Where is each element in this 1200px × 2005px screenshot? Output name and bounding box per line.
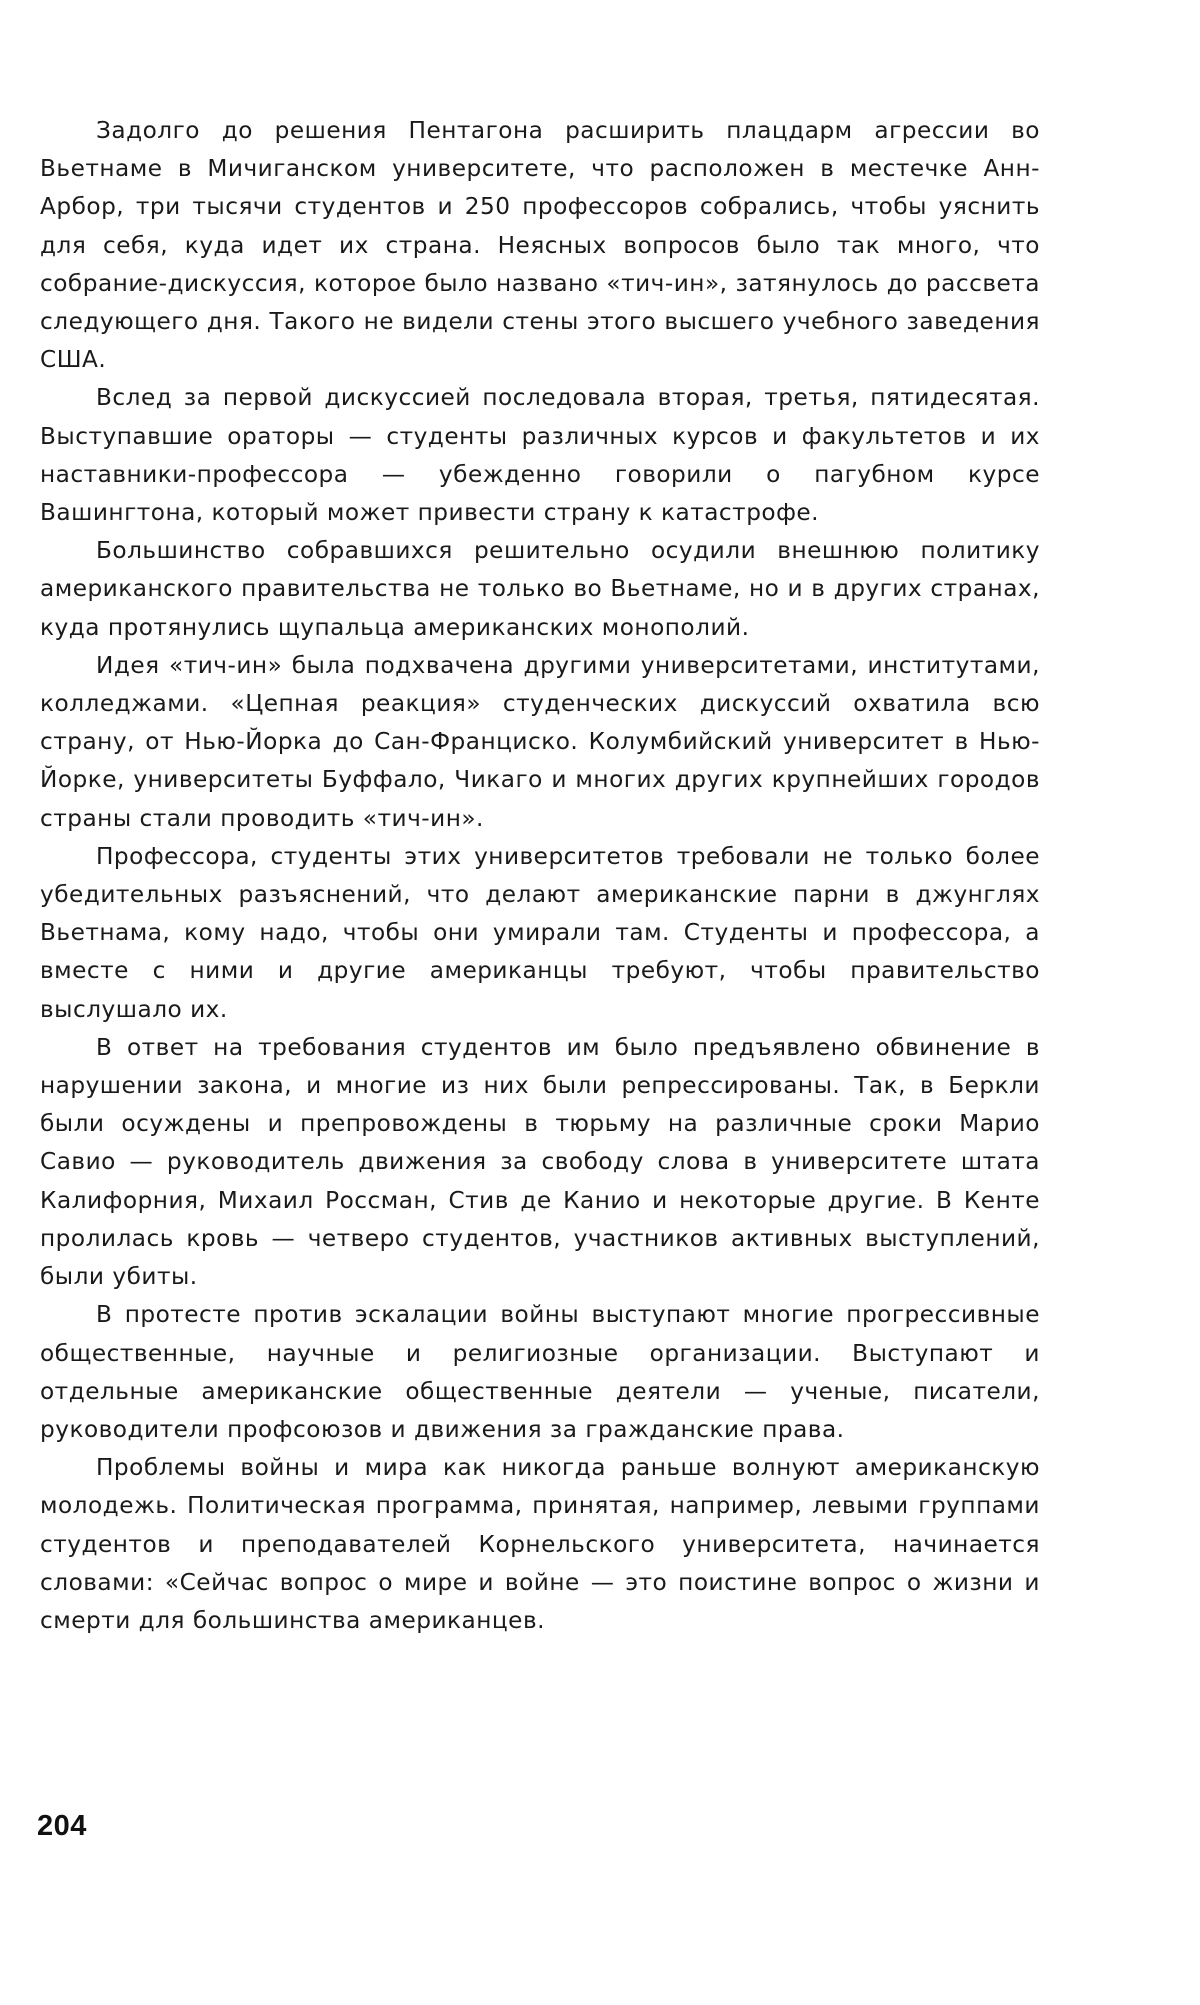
paragraph-3: Большинство собравшихся решительно осудили внешнюю политику американского правительства не только во Вьетнаме, но и в других странах, куда протянулись щупальца американских монополий.: [40, 537, 1040, 641]
paragraph-1: Задолго до решения Пентагона расширить плацдарм агрессии во Вьетнаме в Мичиганском университете, что расположен в местечке Анн-Арбор, три тысячи студентов и 250 профессоров собрались, чтобы уяснить для себя, куда идет их страна. Неясных вопросов было так много, что собрание-дискуссия, которое было названо «тич-ин», затянулось до рассвета следующего дня. Такого не видели стены этого высшего учебного заведения США.: [40, 117, 1040, 374]
page-number: 204: [37, 1810, 87, 1842]
paragraph-8: Проблемы войны и мира как никогда раньше волнуют американскую молодежь. Политическая программа, принятая, например, левыми группами студентов и преподавателей Корнельского университета, начинается словами: «Сейчас вопрос о мире и войне — это поистине вопрос о жизни и смерти для большинства американцев.: [40, 1454, 1040, 1634]
paragraph-2: Вслед за первой дискуссией последовала вторая, третья, пятидесятая. Выступавшие ораторы — студенты различных курсов и факультетов и их наставники-профессора — убежденно говорили о пагубном курсе Вашингтона, который может привести страну к катастрофе.: [40, 384, 1040, 527]
paragraph-5: Профессора, студенты этих университетов требовали не только более убедительных разъяснений, что делают американские парни в джунглях Вьетнама, кому надо, чтобы они умирали там. Студенты и профессора, а вместе с ними и другие американцы требуют, чтобы правительство выслушало их.: [40, 842, 1040, 1023]
page-body: [40, 112, 1040, 1640]
paragraph-7: В протесте против эскалации войны выступают многие прогрессивные общественные, научные и религиозные организации. Выступают и отдельные американские общественные деятели — ученые, писатели, руководители профсоюзов и движения за гражданские права.: [40, 1301, 1040, 1443]
paragraph-4: Идея «тич-ин» была подхвачена другими университетами, институтами, колледжами. «Цепная реакция» студенческих дискуссий охватила всю страну, от Нью-Йорка до Сан-Франциско. Колумбийский университет в Нью-Йорке, университеты Буффало, Чикаго и многих других крупнейших городов страны стали проводить «тич-ин».: [40, 651, 1040, 832]
paragraph-6: В ответ на требования студентов им было предъявлено обвинение в нарушении закона, и многие из них были репрессированы. Так, в Беркли были осуждены и препровождены в тюрьму на различные сроки Марио Савио — руководитель движения за свободу слова в университете штата Калифорния, Михаил Россман, Стив де Канио и некоторые другие. В Кенте пролилась кровь — четверо студентов, участников активных выступлений, были убиты.: [40, 1033, 1040, 1291]
